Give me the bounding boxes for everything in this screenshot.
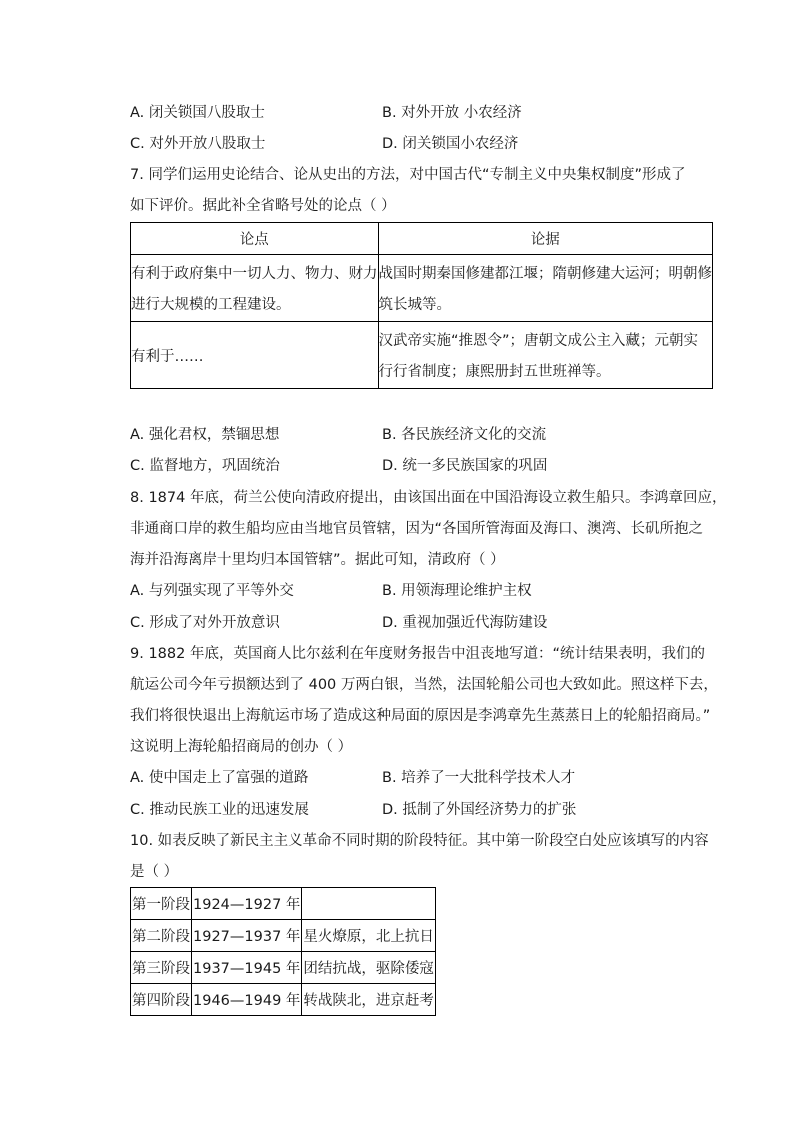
q7-stem-line1: 7. 同学们运用史论结合、论从史出的方法，对中国古代“专制主义中央集权制度”形成了 — [130, 167, 686, 183]
cell-line: 汉武帝实施“推恩令”；唐朝文成公主入藏；元朝实 — [378, 333, 699, 349]
q8-stem-line2: 非通商口岸的救生船均应由当地官员管辖，因为“各国所管海面及海口、澳湾、长矶所抱之 — [130, 521, 704, 537]
q7-option-b[interactable]: B. 各民族经济文化的交流 — [382, 427, 547, 443]
table-cell: 转战陕北，进京赶考 — [302, 984, 436, 1016]
q8-stem-line3: 海并沿海离岸十里均归本国管辖”。据此可知，清政府（ ） — [130, 552, 505, 568]
table-row — [131, 920, 436, 952]
cell-line: 行行省制度；康熙册封五世班禅等。 — [378, 364, 611, 380]
q9-option-b[interactable]: B. 培养了一大批科学技术人才 — [382, 770, 576, 786]
table-cell: 1937—1945 年 — [192, 952, 302, 984]
q7-stem-line2: 如下评价。据此补全省略号处的论点（ ） — [130, 198, 396, 214]
q9-option-c[interactable]: C. 推动民族工业的迅速发展 — [130, 802, 309, 818]
table-cell: 团结抗战，驱除倭寇 — [302, 952, 436, 984]
q9-stem-line1: 9. 1882 年底，英国商人比尔兹利在年度财务报告中沮丧地写道：“统计结果表明，我们的 — [130, 646, 705, 662]
q10-stem-line1: 10. 如表反映了新民主主义革命不同时期的阶段特征。其中第一阶段空白处应该填写的内容 — [130, 833, 709, 849]
table-row — [131, 984, 436, 1016]
q6-option-d[interactable]: D. 闭关锁国小农经济 — [382, 136, 519, 152]
q9-stem-line4: 这说明上海轮船招商局的创办（ ） — [130, 739, 353, 755]
table-cell: 1946—1949 年 — [192, 984, 302, 1016]
cell-line: 筑长城等。 — [378, 297, 451, 313]
table-cell: 星火燎原，北上抗日 — [302, 920, 436, 952]
q8-option-c[interactable]: C. 形成了对外开放意识 — [130, 615, 280, 631]
table-cell: 1924—1927 年 — [192, 888, 302, 920]
q10-stem-line2: 是（ ） — [130, 864, 179, 880]
q7-option-d[interactable]: D. 统一多民族国家的巩固 — [382, 458, 548, 474]
table-row — [131, 888, 436, 920]
table-cell-blank — [302, 888, 436, 920]
q9-option-a[interactable]: A. 使中国走上了富强的道路 — [130, 770, 309, 786]
q9-stem-line2: 航运公司今年亏损额达到了 400 万两白银，当然，法国轮船公司也大致如此。照这样下去， — [130, 677, 718, 693]
q7-table — [130, 222, 713, 389]
table-cell-evidence — [378, 322, 713, 389]
table-row — [131, 255, 713, 322]
q8-option-d[interactable]: D. 重视加强近代海防建设 — [382, 615, 548, 631]
table-cell: 第一阶段 — [131, 888, 192, 920]
table-header-point: 论点 — [131, 223, 379, 255]
q6-option-b[interactable]: B. 对外开放 小农经济 — [382, 105, 522, 121]
q7-option-a[interactable]: A. 强化君权，禁锢思想 — [130, 427, 280, 443]
table-cell: 第四阶段 — [131, 984, 192, 1016]
table-header-row — [131, 223, 713, 255]
q8-stem-line1: 8. 1874 年底，荷兰公使向清政府提出，由该国出面在中国沿海设立救生船只。李鸿章回应， — [130, 490, 727, 506]
table-cell: 第二阶段 — [131, 920, 192, 952]
table-cell-evidence — [378, 255, 713, 322]
q9-option-d[interactable]: D. 抵制了外国经济势力的扩张 — [382, 802, 577, 818]
table-row — [131, 952, 436, 984]
q6-option-c[interactable]: C. 对外开放八股取士 — [130, 136, 266, 152]
cell-line: 进行大规模的工程建设。 — [131, 297, 291, 313]
q6-option-a[interactable]: A. 闭关锁国八股取士 — [130, 105, 265, 121]
q9-stem-line3: 我们将很快退出上海航运市场了造成这种局面的原因是李鸿章先生蒸蒸日上的轮船招商局。” — [130, 708, 711, 724]
q8-option-b[interactable]: B. 用领海理论维护主权 — [382, 583, 532, 599]
table-cell: 第三阶段 — [131, 952, 192, 984]
table-header-evidence: 论据 — [378, 223, 713, 255]
cell-line: 有利于政府集中一切人力、物力、财力 — [131, 266, 378, 282]
table-row — [131, 322, 713, 389]
table-cell-point — [131, 322, 379, 389]
table-cell-point — [131, 255, 379, 322]
cell-line: 战国时期秦国修建都江堰；隋朝修建大运河；明朝修 — [378, 266, 712, 282]
q10-table — [130, 887, 436, 1016]
table-cell: 1927—1937 年 — [192, 920, 302, 952]
cell-line: 有利于…… — [131, 348, 204, 365]
q7-option-c[interactable]: C. 监督地方，巩固统治 — [130, 458, 280, 474]
q8-option-a[interactable]: A. 与列强实现了平等外交 — [130, 583, 294, 599]
